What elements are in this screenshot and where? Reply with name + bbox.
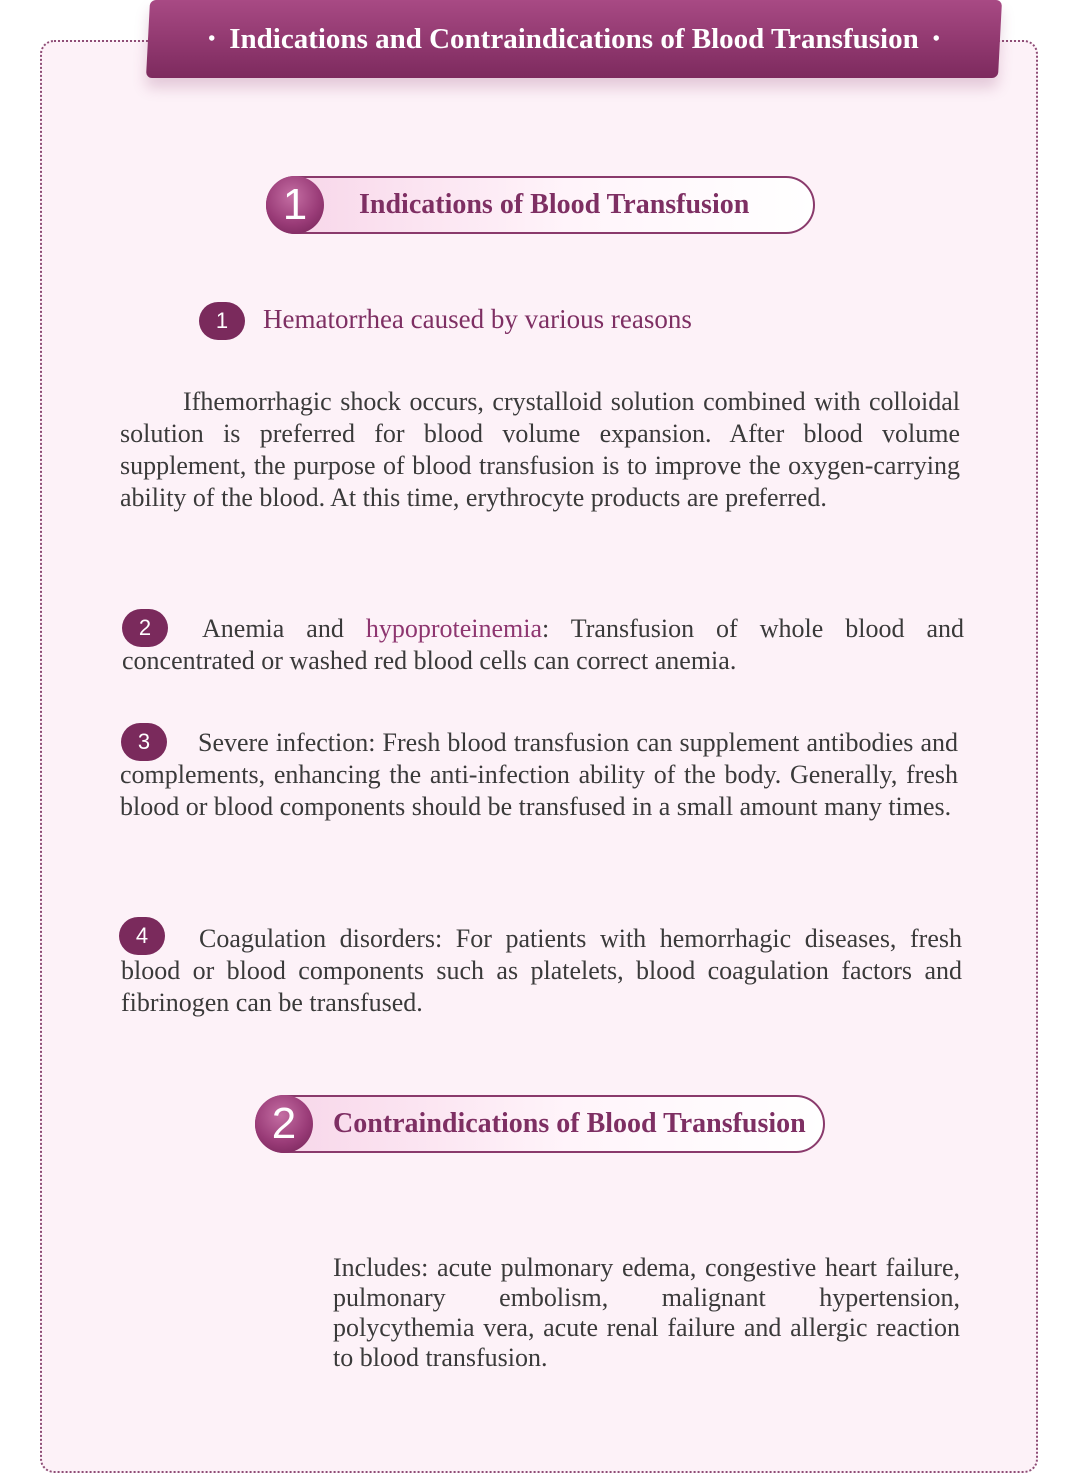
item-number-badge: 3 <box>121 723 167 761</box>
bullet-right-icon: • <box>932 27 940 50</box>
item-number-badge: 4 <box>119 917 165 955</box>
section-heading-indications <box>266 176 815 234</box>
section-number-badge: 2 <box>255 1095 313 1153</box>
section-number-badge: 1 <box>266 176 324 234</box>
bullet-left-icon: • <box>208 27 216 50</box>
item-paragraph <box>122 613 964 677</box>
item-number-badge: 2 <box>122 609 168 647</box>
item-text: : Transfusion of whole blood and concentrated or washed red blood cells can correct anemia. <box>122 614 965 675</box>
item-title: Hematorrhea caused by various reasons <box>263 304 692 334</box>
section-heading-contraindications <box>255 1095 825 1153</box>
item-number-badge: 1 <box>199 302 245 340</box>
contraindications-paragraph: Includes: acute pulmonary edema, congestive heart failure, pulmonary embolism, malignant hypertension, polycythemia vera, acute renal failure and allergic reaction to blood transfusion. <box>333 1253 960 1372</box>
item-term: Anemia and <box>202 614 344 643</box>
section-title: Indications of Blood Transfusion <box>359 189 750 220</box>
section-title: Contraindications of Blood Transfusion <box>333 1108 806 1139</box>
page-title-text: Indications and Contraindications of Blood Transfusion <box>229 22 919 55</box>
page-title <box>148 0 1000 78</box>
item-paragraph: Ifhemorrhagic shock occurs, crystalloid solution combined with colloidal solution is preferred for blood volume expansion. After blood volume supplement, the purpose of blood transfusion is to improve the oxygen-carrying ability of the blood. At this time, erythrocyte products are preferred. <box>120 387 960 512</box>
item-highlighted-term: hypoproteinemia <box>365 614 543 643</box>
item-paragraph: Coagulation disorders: For patients with hemorrhagic diseases, fresh blood or blood components such as platelets, blood coagulation factors and fibrinogen can be transfused. <box>121 924 962 1017</box>
item-paragraph: Severe infection: Fresh blood transfusion can supplement antibodies and complements, enhancing the anti-infection ability of the body. Generally, fresh blood or blood components should be transfused in a small amount many times. <box>120 728 958 821</box>
